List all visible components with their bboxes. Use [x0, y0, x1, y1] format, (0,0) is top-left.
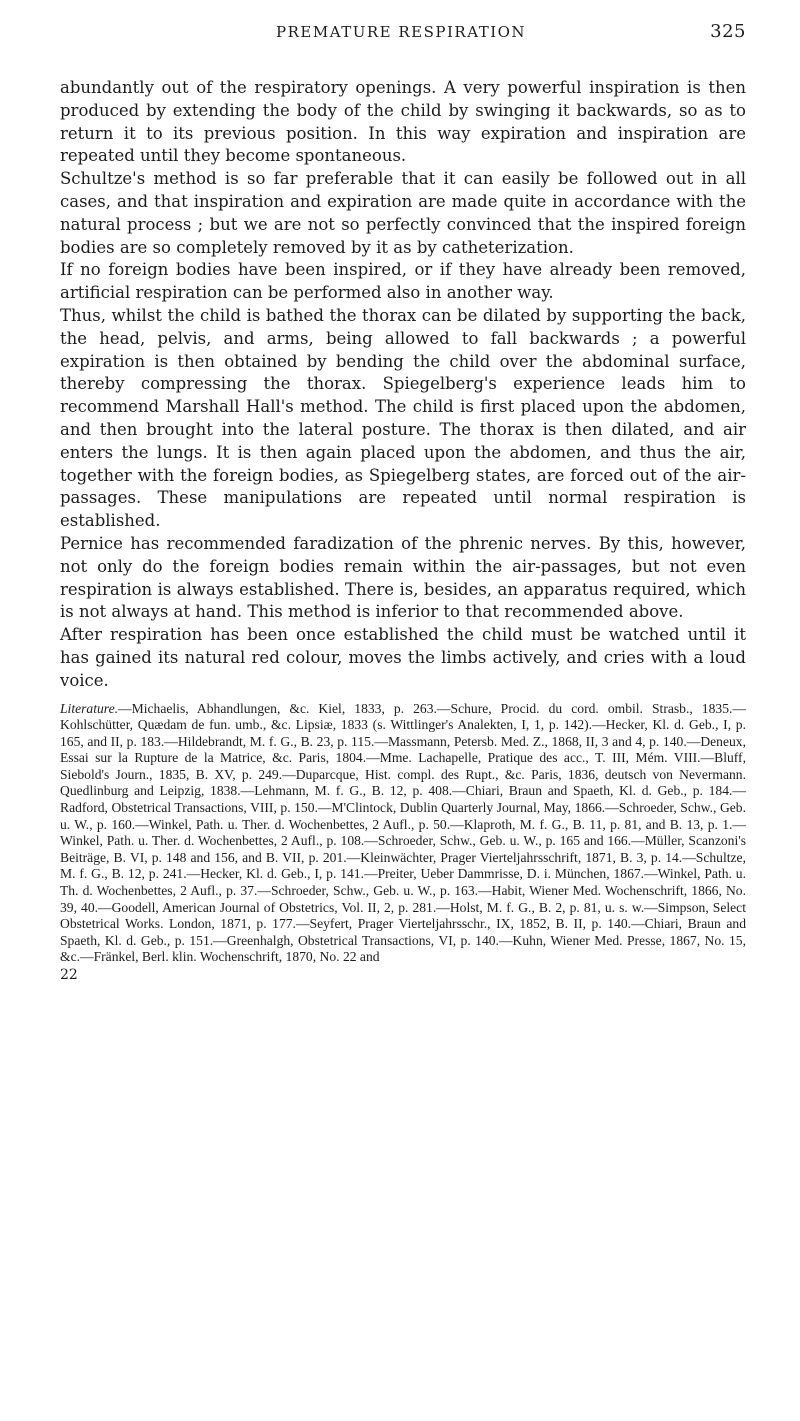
paragraph: If no foreign bodies have been inspired, or if they have already been removed, artificial respiration can be performed also in another way.: [60, 260, 746, 303]
page-number: 325: [710, 21, 746, 42]
paragraph: Thus, whilst the child is bathed the thorax can be dilated by supporting the back, the head, pelvis, and arms, being allowed to fall backwards ; a powerful expiration is then obtained by bending the child over the abdominal surface, thereby compressing the thorax. Spiegelberg's experience leads him to recommend Marshall Hall's method. The child is first placed upon the abdomen, and then brought into the lateral posture. The thorax is then dilated, and air enters the lungs. It is then again placed upon the abdomen, and thus the air, together with the foreign bodies, as Spiegelberg states, are forced out of the air-passages. These manipulations are repeated until normal respiration is established.: [60, 305, 746, 531]
body-text: [60, 77, 746, 693]
book-page: [60, 20, 746, 984]
literature-heading: Literature.: [60, 700, 119, 716]
running-header: [60, 20, 746, 50]
paragraph: abundantly out of the respiratory openings. A very powerful inspiration is then produced by extending the body of the child by swinging it backwards, so as to return it to its previous position. In this way expiration and inspiration are repeated until they become spontaneous.: [60, 78, 746, 166]
literature-references: [60, 701, 746, 967]
paragraph: Pernice has recommended faradization of the phrenic nerves. By this, however, not only do the foreign bodies remain within the air-passages, but not even respiration is always established. There is, besides, an apparatus required, which is not always at hand. This method is inferior to that recommended above.: [60, 533, 746, 622]
literature-text: —Michaelis, Abhandlungen, &c. Kiel, 1833, p. 263.—Schure, Procid. du cord. ombil. Strasb., 1835.—Kohlschütter, Quædam de fun. umb., &c. Lipsiæ, 1833 (s. Wittlinger's Analekten, I, 1, p. 142).—Hecker, Kl. d. Geb., I, p. 165, and II, p. 183.—Hildebrandt, M. f. G., B. 23, p. 115.—Massmann, Petersb. Med. Z., 1868, II, 3 and 4, p. 140.—Deneux, Essai sur la Rupture de la Matrice, &c. Paris, 1804.—Mme. Lachapelle, Pratique des acc., T. III, Mém. VIII.—Bluff, Siebold's Journ., 1835, B. XV, p. 249.—Duparcque, Hist. compl. des Rupt., &c. Paris, 1836, deutsch von Nevermann. Quedlinburg and Leipzig, 1838.—Lehmann, M. f. G., B. 12, p. 408.—Chiari, Braun and Spaeth, Kl. d. Geb., p. 184.—Radford, Obstetrical Transactions, VIII, p. 150.—M'Clintock, Dublin Quarterly Journal, May, 1866.—Schroeder, Schw., Geb. u. W., p. 160.—Winkel, Path. u. Ther. d. Wochenbettes, 2 Aufl., p. 50.—Klaproth, M. f. G., B. 11, p. 81, and B. 13, p. 1.—Winkel, Path. u. Ther. d. Wochenbettes, 2 Aufl., p. 108.—Schroeder, Schw., Geb. u. W., p. 165 and 166.—Müller, Scanzoni's Beiträge, B. VI, p. 148 and 156, and B. VII, p. 201.—Kleinwächter, Prager Vierteljahrsschrift, 1871, B. 3, p. 14.—Schultze, M. f. G., B. 12, p. 241.—Hecker, Kl. d. Geb., I, p. 141.—Preiter, Ueber Dammrisse, D. i. München, 1867.—Winkel, Path. u. Th. d. Wochenbettes, 2 Aufl., p. 37.—Schroeder, Schw., Geb. u. W., p. 163.—Habit, Wiener Med. Wochenschrift, 1866, No. 39, 40.—Goodell, American Journal of Obstetrics, Vol. II, 2, p. 281.—Holst, M. f. G., B. 2, p. 81, u. s. w.—Simpson, Select Obstetrical Works. London, 1871, p. 177.—Seyfert, Prager Vierteljahrsschr., IX, 1852, B. II, p. 140.—Chiari, Braun and Spaeth, Kl. d. Geb., p. 151.—Greenhalgh, Obstetrical Transactions, VI, p. 140.—Kuhn, Wiener Med. Presse, 1867, No. 15, &c.—Fränkel, Berl. klin. Wochenschrift, 1870, No. 22 and: [60, 700, 746, 965]
signature-mark: 22: [60, 967, 78, 984]
running-title: PREMATURE RESPIRATION: [276, 23, 527, 41]
paragraph: After respiration has been once established the child must be watched until it has gained its natural red colour, moves the limbs actively, and cries with a loud voice.: [60, 625, 746, 690]
paragraph: Schultze's method is so far preferable that it can easily be followed out in all cases, and that inspiration and expiration are made quite in accordance with the natural process ; but we are not so perfectly convinced that the inspired foreign bodies are so completely removed by it as by catheterization.: [60, 169, 746, 257]
